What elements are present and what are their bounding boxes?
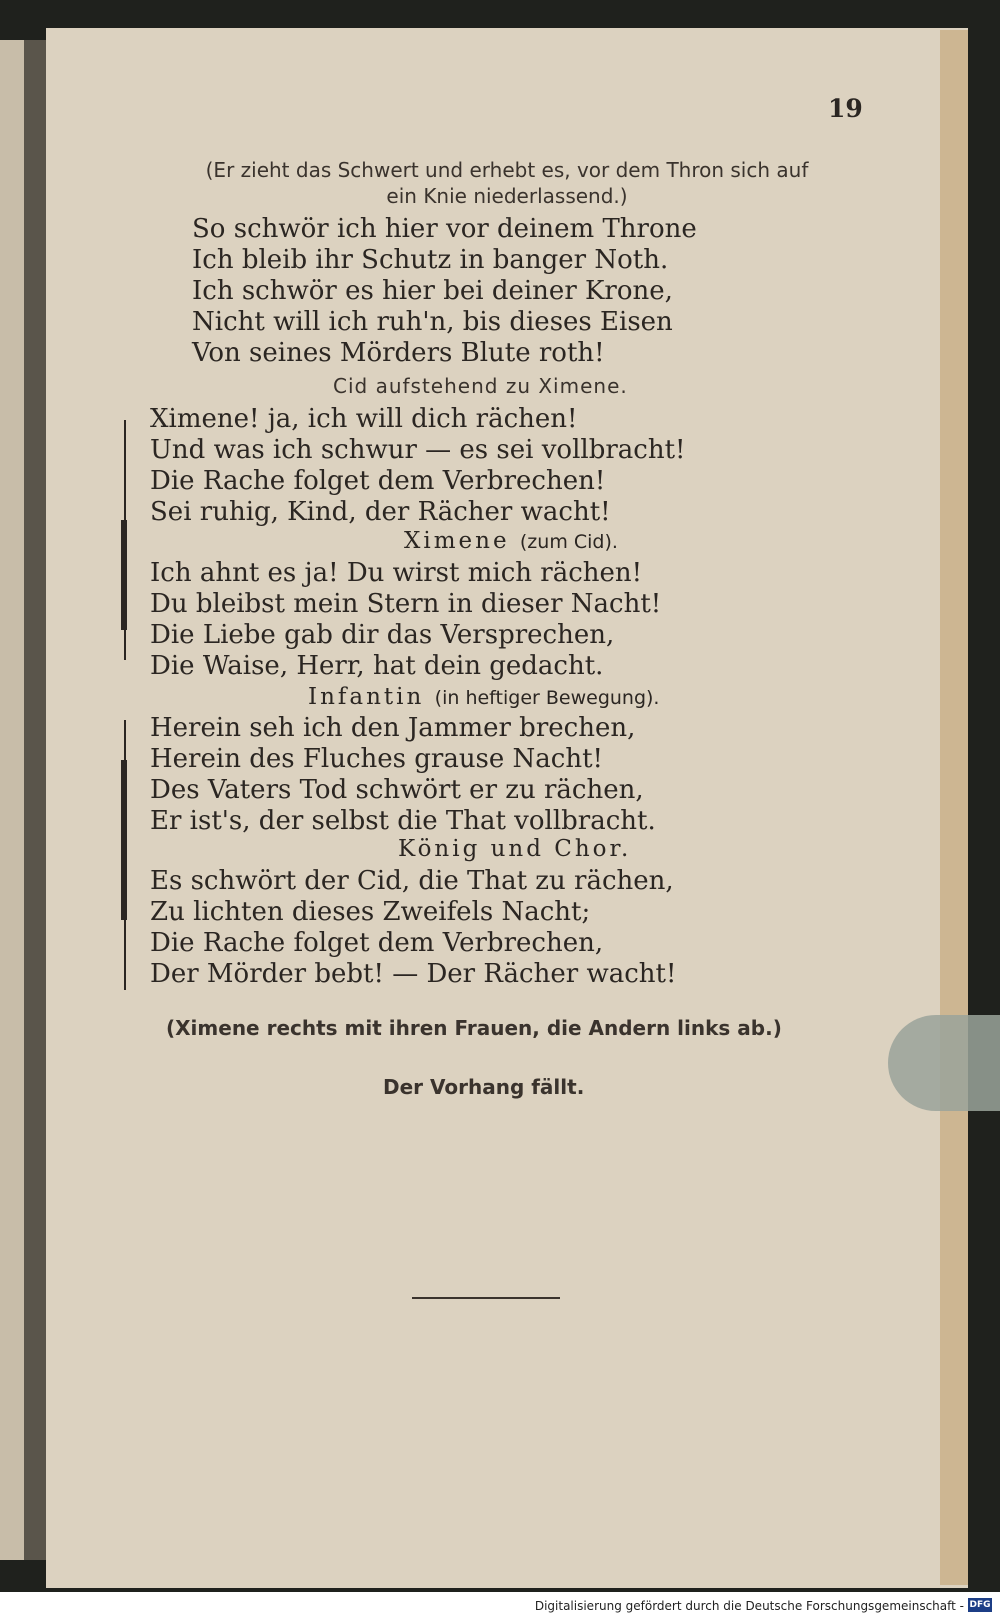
verse-line: Des Vaters Tod schwört er zu rächen, (150, 775, 644, 805)
verse-line: Von seines Mörders Blute roth! (192, 338, 605, 368)
stage-direction-exit: (Ximene rechts mit ihren Frauen, die Andern links ab.) (166, 1016, 782, 1040)
speaker-direction: (zum Cid). (519, 531, 618, 553)
brace-icon (121, 760, 127, 920)
speaker-ximene (404, 528, 618, 554)
verse-line: Herein des Fluches grause Nacht! (150, 744, 604, 774)
verse-line: So schwör ich hier vor deinem Throne (192, 214, 697, 244)
verse-line: Es schwört der Cid, die That zu rächen, (150, 866, 674, 896)
curtain-line: Der Vorhang fällt. (383, 1075, 585, 1099)
verse-line: Die Waise, Herr, hat dein gedacht. (150, 651, 604, 681)
speaker-chor: König und Chor. (398, 836, 632, 862)
verse-line: Ich ahnt es ja! Du wirst mich rächen! (150, 558, 643, 588)
speaker-name: Infantin (308, 684, 425, 710)
verse-line: Ich bleib ihr Schutz in banger Noth. (192, 245, 669, 275)
footer-credit: Digitalisierung gefördert durch die Deutsche Forschungsgemeinschaft - (534, 1599, 964, 1613)
stage-direction-line-2: ein Knie niederlassend.) (386, 184, 628, 208)
speaker-direction: (in heftiger Bewegung). (434, 687, 660, 709)
book-gutter (24, 40, 46, 1560)
page-clip (888, 1015, 1000, 1111)
verse-line: Der Mörder bebt! — Der Rächer wacht! (150, 959, 677, 989)
verse-line: Zu lichten dieses Zweifels Nacht; (150, 897, 591, 927)
speaker-cid: Cid aufstehend zu Ximene. (333, 374, 628, 398)
verse-line: Die Rache folget dem Verbrechen, (150, 928, 604, 958)
dfg-logo-icon: DFG (969, 1600, 991, 1610)
verse-line: Sei ruhig, Kind, der Rächer wacht! (150, 497, 611, 527)
speaker-name: Ximene (404, 528, 510, 554)
footer-bar (0, 1592, 1000, 1621)
page-number: 19 (828, 94, 863, 123)
verse-line: Ximene! ja, ich will dich rächen! (150, 404, 578, 434)
verse-line: Ich schwör es hier bei deiner Krone, (192, 276, 673, 306)
stage-direction-line-1: (Er zieht das Schwert und erhebt es, vor dem Thron sich auf (205, 158, 809, 182)
speaker-infantin (308, 684, 659, 710)
end-rule (412, 1297, 560, 1299)
verse-line: Du bleibst mein Stern in dieser Nacht! (150, 589, 662, 619)
verse-line: Und was ich schwur — es sei vollbracht! (150, 435, 686, 465)
verse-line: Die Rache folget dem Verbrechen! (150, 466, 606, 496)
verse-line: Er ist's, der selbst die That vollbracht. (150, 806, 656, 836)
brace-icon (121, 520, 127, 630)
verse-line: Die Liebe gab dir das Versprechen, (150, 620, 615, 650)
verse-line: Herein seh ich den Jammer brechen, (150, 713, 636, 743)
verse-line: Nicht will ich ruh'n, bis dieses Eisen (192, 307, 673, 337)
page-edge (940, 30, 968, 1585)
